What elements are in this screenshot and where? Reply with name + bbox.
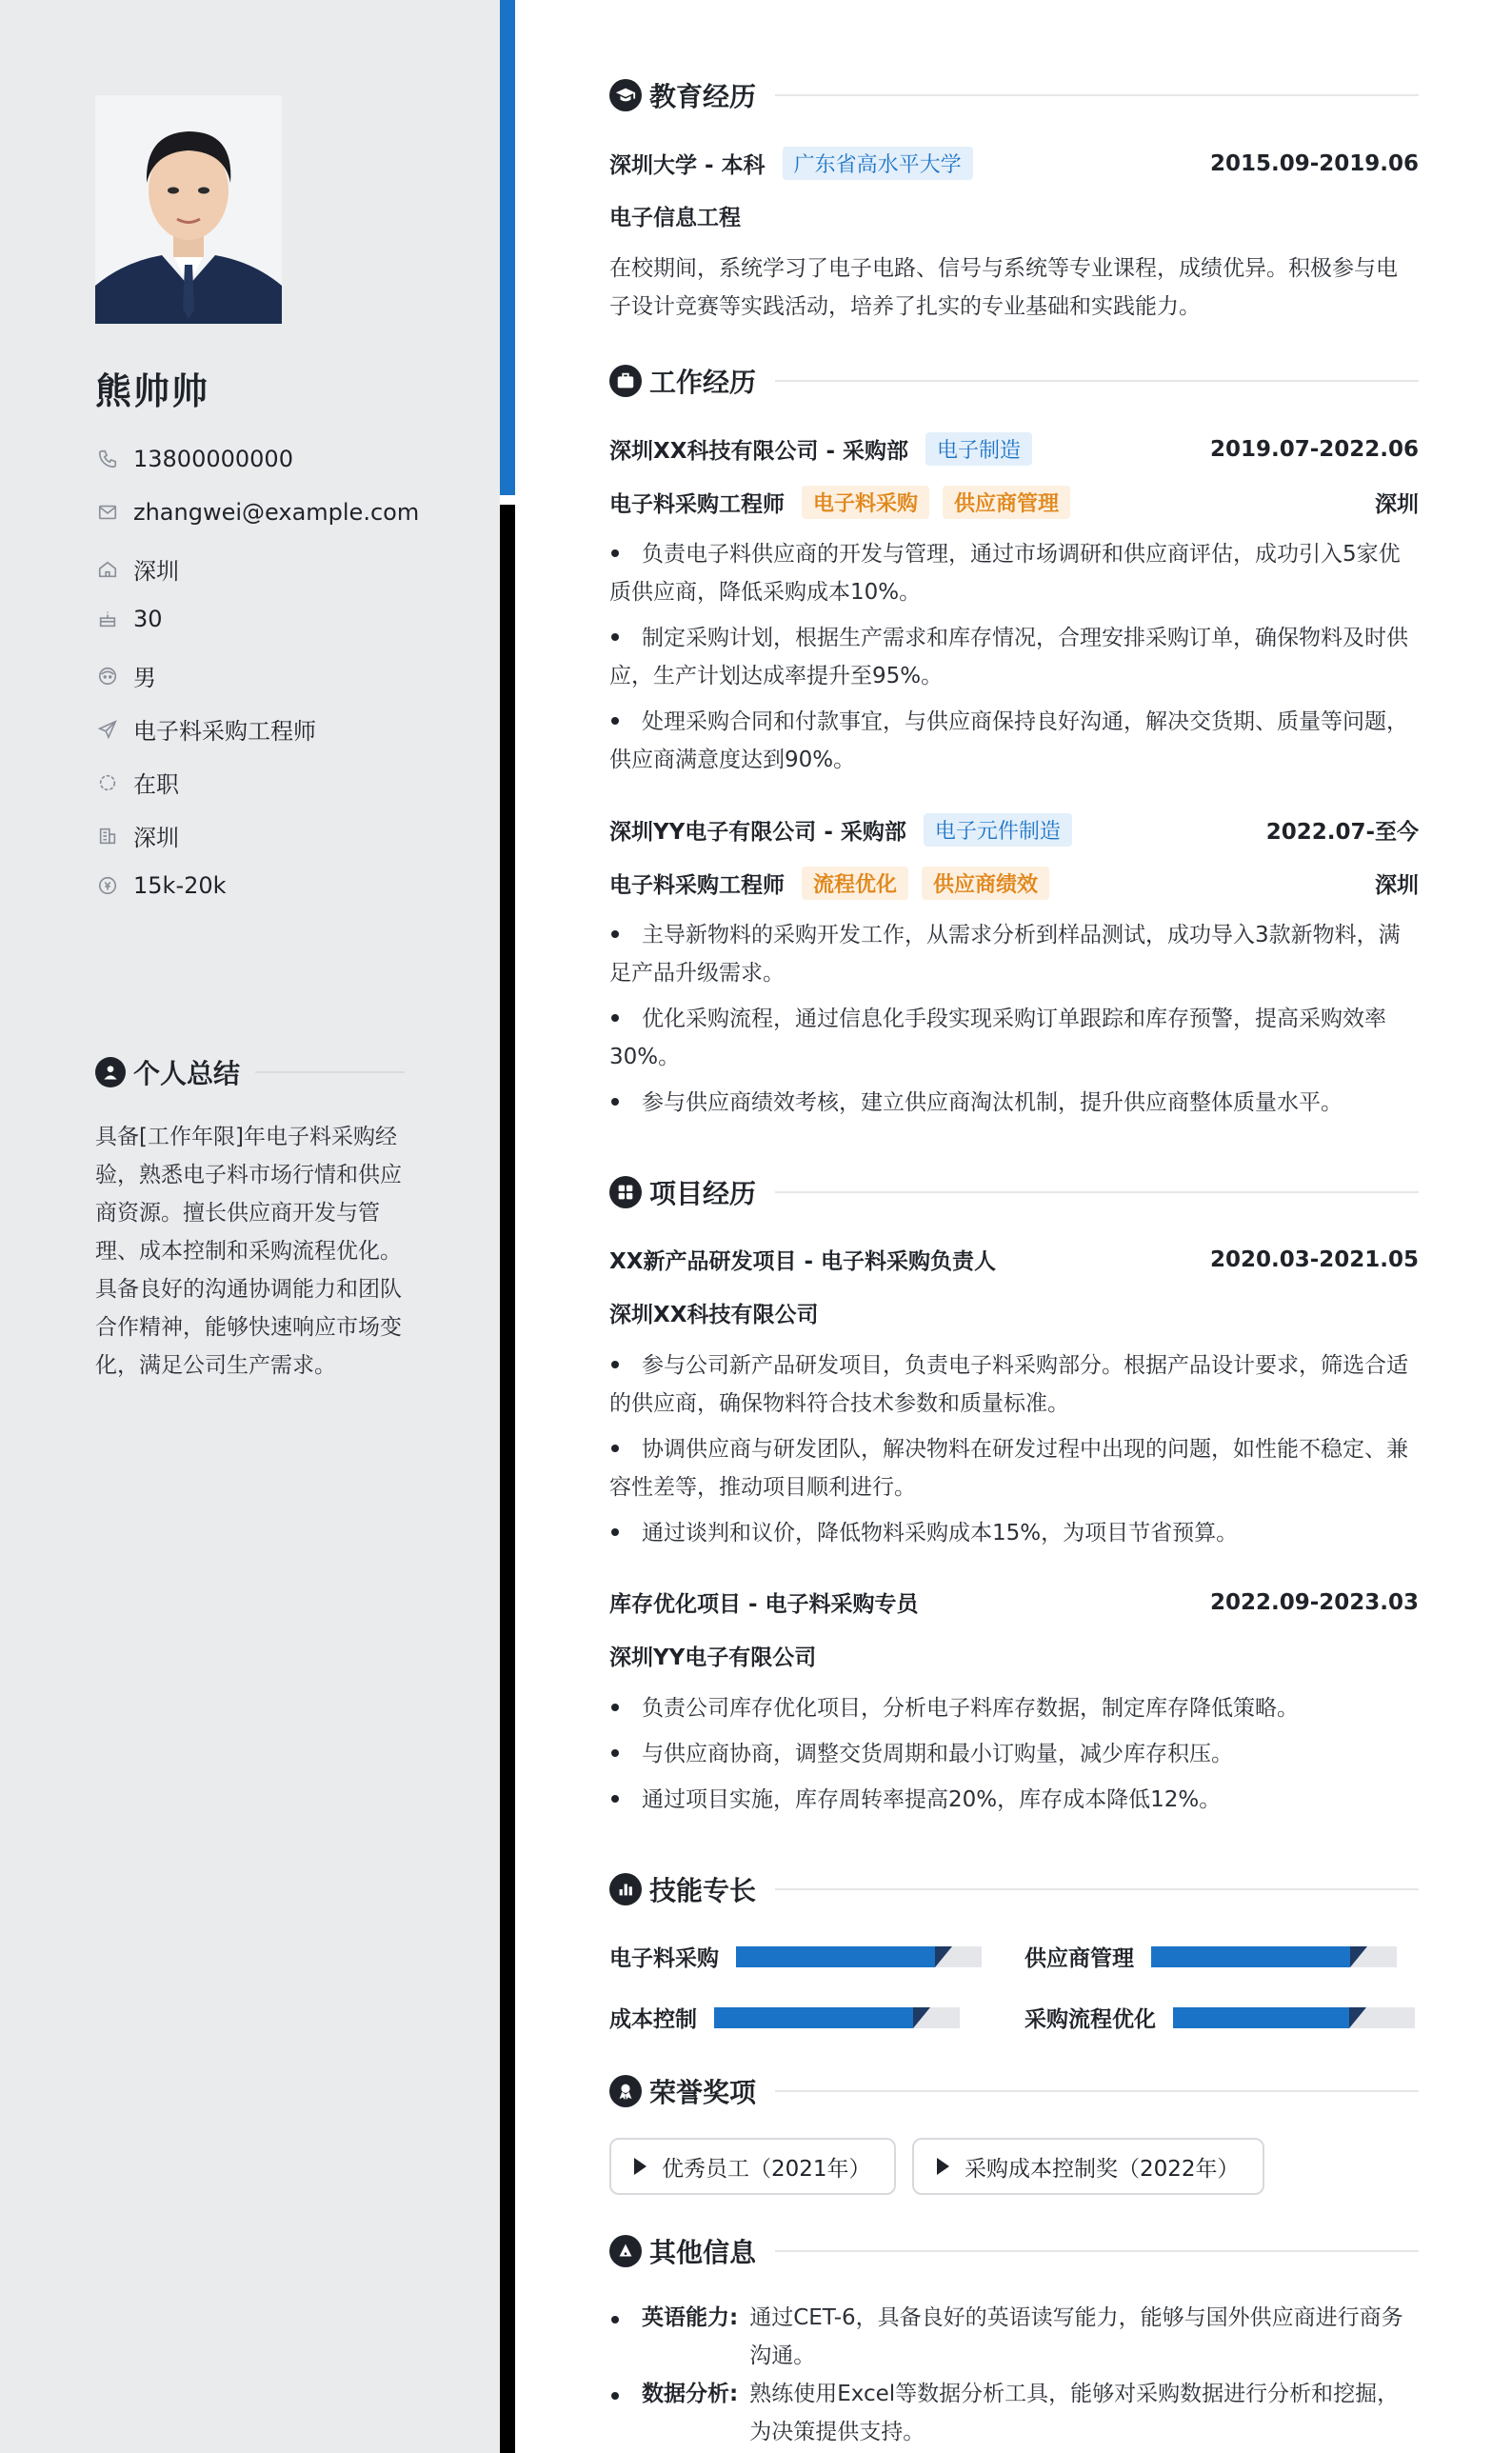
school-name: 深圳大学 - 本科 (609, 153, 766, 178)
accent-bar-black (500, 505, 515, 2453)
job-2-industry: 电子元件制造 (924, 813, 1072, 847)
list-item (609, 1346, 1419, 1423)
cake-icon (95, 607, 120, 631)
other-2-key: 数据分析: (642, 2382, 739, 2406)
work-heading (609, 362, 1419, 400)
email-text: zhangwei@example.com (133, 499, 420, 526)
skill-2 (1025, 1941, 1397, 1972)
summary-title: 个人总结 (133, 1058, 241, 1089)
list-item (609, 619, 1419, 695)
job-2-tag-1: 流程优化 (802, 867, 908, 900)
salary-text: 15k-20k (133, 872, 227, 899)
home-icon (95, 557, 120, 582)
list-item (609, 1430, 1419, 1506)
target-city-text: 深圳 (133, 825, 179, 851)
project-1-bullet-3: 通过谈判和议价，降低物料采购成本15%，为项目节省预算。 (642, 1521, 1239, 1546)
job-2-bullet-2: 优化采购流程，通过信息化手段实现采购订单跟踪和库存预警，提高采购效率30%。 (609, 1007, 1386, 1069)
job-2-date: 2022.07-至今 (1265, 820, 1419, 845)
major: 电子信息工程 (609, 206, 741, 230)
school-tag: 广东省高水平大学 (783, 147, 973, 180)
project-1-date: 2020.03-2021.05 (1209, 1246, 1419, 1272)
project-1-company: 深圳XX科技有限公司 (609, 1303, 819, 1327)
award-2-text: 采购成本控制奖（2022年） (965, 2156, 1240, 2182)
education-row (609, 147, 1419, 180)
info-icon (609, 2235, 642, 2267)
list-item (609, 1735, 1419, 1773)
job-1-bullet-1: 负责电子料供应商的开发与管理，通过市场调研和供应商评估，成功引入5家优质供应商，降低采购成本10%。 (609, 542, 1401, 605)
accent-bar-blue (500, 0, 515, 495)
job-1-role-row (609, 486, 1419, 519)
skill-3 (609, 2002, 960, 2033)
work-title: 工作经历 (649, 367, 757, 398)
status-text: 在职 (133, 771, 179, 798)
grid-icon (609, 1176, 642, 1208)
skill-3-bar (714, 2007, 960, 2028)
info-salary (95, 872, 227, 899)
job-1-company: 深圳XX科技有限公司 - 采购部 (609, 439, 909, 464)
candidate-name: 熊帅帅 (95, 370, 210, 412)
phone-icon (95, 447, 120, 471)
job-1-role: 电子料采购工程师 (609, 492, 785, 517)
job-2-bullet-3: 参与供应商绩效考核，建立供应商淘汰机制，提升供应商整体质量水平。 (642, 1090, 1343, 1115)
other-title: 其他信息 (649, 2237, 757, 2268)
project-2-header (609, 1586, 1419, 1618)
job-2-role-row (609, 867, 1419, 900)
info-email (95, 499, 419, 526)
skill-4-name: 采购流程优化 (1025, 2007, 1156, 2032)
skill-1-name: 电子料采购 (609, 1946, 719, 1971)
skill-4 (1025, 2002, 1415, 2033)
project-2-company: 深圳YY电子有限公司 (609, 1645, 817, 1670)
job-1-bullet-2: 制定采购计划，根据生产需求和库存情况，合理安排采购订单，确保物料及时供应，生产计划达成率提升至95%。 (609, 626, 1408, 688)
briefcase-icon (609, 365, 642, 397)
other-1-key: 英语能力: (642, 2305, 739, 2330)
summary-heading (95, 1053, 405, 1091)
award-item-2 (912, 2138, 1264, 2195)
skills-heading (609, 1870, 1419, 1908)
other-item-1 (609, 2299, 1419, 2375)
info-location (95, 552, 179, 586)
job-1-bullet-3: 处理采购合同和付款事宜，与供应商保持良好沟通，解决交货期、质量等问题，供应商满意度达到90%。 (609, 709, 1408, 772)
awards-title: 荣誉奖项 (649, 2077, 757, 2108)
education-title: 教育经历 (649, 81, 757, 112)
info-age (95, 606, 163, 632)
location-text: 深圳 (133, 558, 179, 585)
projects-heading (609, 1173, 1419, 1211)
info-target-city (95, 819, 179, 852)
project-2-date: 2022.09-2023.03 (1209, 1589, 1419, 1615)
list-item (609, 535, 1419, 611)
project-2-bullet-2: 与供应商协商，调整交货周期和最小订购量，减少库存积压。 (642, 1742, 1233, 1766)
play-icon (634, 2158, 647, 2175)
phone-text: 13800000000 (133, 446, 293, 472)
job-1-tag-1: 电子料采购 (802, 486, 929, 519)
job-2-tag-2: 供应商绩效 (922, 867, 1049, 900)
job-1-date: 2019.07-2022.06 (1209, 436, 1419, 462)
info-phone (95, 446, 293, 472)
project-1-company-row (609, 1297, 1419, 1328)
user-icon (95, 1057, 126, 1087)
projects-title: 项目经历 (649, 1178, 757, 1209)
face-icon (95, 664, 120, 688)
job-2-city: 深圳 (1375, 873, 1419, 898)
job-1-industry: 电子制造 (925, 432, 1032, 466)
play-icon (937, 2158, 949, 2175)
summary-text: 具备[工作年限]年电子料采购经验，熟悉电子料市场行情和供应商资源。擅长供应商开发与管理、成本控制和采购流程优化。具备良好的沟通协调能力和团队合作精神，能够快速响应市场变化，满足公司生产需求。 (95, 1125, 402, 1378)
project-2-bullet-1: 负责公司库存优化项目，分析电子料库存数据，制定库存降低策略。 (642, 1696, 1299, 1721)
project-1-bullet-1: 参与公司新产品研发项目，负责电子料采购部分。根据产品设计要求，筛选合适的供应商，确保物料符合技术参数和质量标准。 (609, 1353, 1408, 1416)
avatar (95, 95, 282, 324)
job-1-tag-2: 供应商管理 (943, 486, 1070, 519)
job-2-header (609, 813, 1419, 847)
skill-3-name: 成本控制 (609, 2007, 697, 2032)
info-position (95, 712, 316, 746)
status-icon (95, 770, 120, 795)
graduation-cap-icon (609, 79, 642, 111)
age-text: 30 (133, 606, 163, 632)
award-icon (609, 2075, 642, 2107)
other-2-value: 熟练使用Excel等数据分析工具，能够对采购数据进行分析和挖掘，为决策提供支持。 (749, 2382, 1400, 2444)
education-heading (609, 76, 1419, 114)
award-item-1 (609, 2138, 896, 2195)
project-2-name: 库存优化项目 - 电子料采购专员 (609, 1592, 919, 1617)
award-1-text: 优秀员工（2021年） (662, 2156, 871, 2182)
other-heading (609, 2232, 1419, 2270)
project-2-company-row (609, 1640, 1419, 1671)
education-date: 2015.09-2019.06 (1209, 150, 1419, 176)
list-item (609, 1084, 1419, 1122)
send-icon (95, 717, 120, 742)
project-1-header (609, 1244, 1419, 1275)
skill-2-name: 供应商管理 (1025, 1946, 1134, 1971)
mail-icon (95, 500, 120, 525)
list-item (609, 703, 1419, 779)
coin-icon (95, 873, 120, 898)
education-desc: 在校期间，系统学习了电子电路、信号与系统等专业课程，成绩优异。积极参与电子设计竞赛等实践活动，培养了扎实的专业基础和实践能力。 (609, 256, 1398, 319)
list-item (609, 1514, 1419, 1552)
skill-1 (609, 1941, 982, 1972)
awards-heading (609, 2072, 1419, 2110)
job-2-company: 深圳YY电子有限公司 - 采购部 (609, 820, 906, 845)
list-item (609, 1000, 1419, 1076)
skill-1-bar (736, 1946, 982, 1967)
project-1-name: XX新产品研发项目 - 电子料采购负责人 (609, 1249, 997, 1274)
list-item (609, 916, 1419, 992)
gender-text: 男 (133, 665, 156, 691)
list-item (609, 1781, 1419, 1819)
info-status (95, 766, 179, 799)
skills-title: 技能专长 (649, 1875, 757, 1906)
skill-2-bar (1151, 1946, 1397, 1967)
list-item (609, 1689, 1419, 1727)
project-1-bullet-2: 协调供应商与研发团队，解决物料在研发过程中出现的问题，如性能不稳定、兼容性差等，推动项目顺利进行。 (609, 1437, 1408, 1500)
building-icon (95, 824, 120, 848)
job-2-role: 电子料采购工程师 (609, 873, 785, 898)
job-1-header (609, 432, 1419, 466)
other-item-2 (609, 2375, 1419, 2451)
position-text: 电子料采购工程师 (133, 718, 316, 745)
info-gender (95, 659, 156, 692)
project-2-bullet-3: 通过项目实施，库存周转率提高20%，库存成本降低12%。 (642, 1787, 1222, 1812)
other-1-value: 通过CET-6，具备良好的英语读写能力，能够与国外供应商进行商务沟通。 (749, 2305, 1403, 2368)
education-major-row (609, 200, 1419, 231)
bar-chart-icon (609, 1873, 642, 1905)
job-1-city: 深圳 (1375, 492, 1419, 517)
job-2-bullet-1: 主导新物料的采购开发工作，从需求分析到样品测试，成功导入3款新物料，满足产品升级需求。 (609, 923, 1401, 986)
skill-4-bar (1173, 2007, 1415, 2028)
